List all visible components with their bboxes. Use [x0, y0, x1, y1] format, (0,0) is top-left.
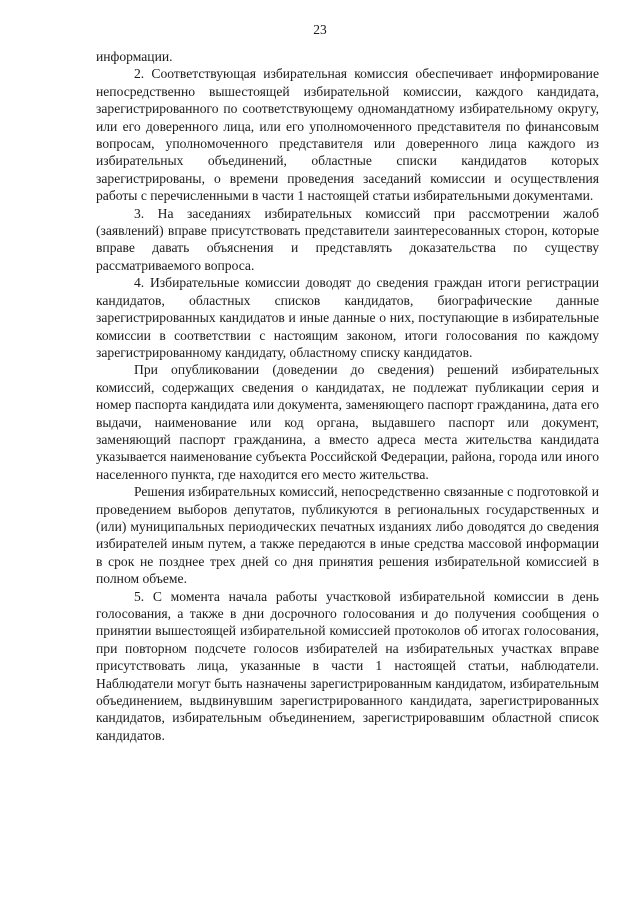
- paragraph-5: 5. С момента начала работы участковой избирательной комиссии в день голосования, а также в дни досрочного голосования и до получения сообщения о принятии вышестоящей избирательной комиссией протоколов об итогах голосования, при повторном подсчете голосов избирателей на избирательных участках вправе присутствовать лица, указанные в части 1 настоящей статьи, наблюдатели. Наблюдатели могут быть назначены зарегистрированным кандидатом, избирательным объединением, выдвинувшим зарегистрированного кандидата, зарегистрированных кандидатов, избирательным объединением, зарегистрировавшим областной список кандидатов.: [96, 588, 599, 743]
- paragraph-3: 3. На заседаниях избирательных комиссий при рассмотрении жалоб (заявлений) вправе присутствовать представители заинтересованных сторон, которые вправе давать объяснения и представлять доказательства по существу рассматриваемого вопроса.: [96, 205, 599, 273]
- paragraph-publication: При опубликовании (доведении до сведения) решений избирательных комиссий, содержащих сведения о кандидатах, не подлежат публикации серия и номер паспорта кандидата или документа, заменяющего паспорт гражданина, дата его выдачи, наименование или код органа, выдавшего паспорт или документ, заменяющий паспорт гражданина, а вместо адреса места жительства кандидата указывается наименование субъекта Российской Федерации, района, города или иного населенного пункта, где находится его место жительства.: [96, 362, 599, 482]
- document-body: [96, 48, 599, 744]
- paragraph-4: 4. Избирательные комиссии доводят до сведения граждан итоги регистрации кандидатов, областных списков кандидатов, биографические данные зарегистрированных кандидатов и иные данные о них, поступающие в избирательные комиссии в соответствии с настоящим законом, итоги голосования по каждому зарегистрированному кандидату, областному списку кандидатов.: [96, 275, 599, 360]
- paragraph-decisions: Решения избирательных комиссий, непосредственно связанные с подготовкой и проведением выборов депутатов, публикуются в региональных государственных и (или) муниципальных периодических печатных изданиях либо доводятся до сведения избирателей иным путем, а также передаются в иные средства массовой информации в срок не позднее трех дней со дня принятия решения избирательной комиссией в полном объеме.: [96, 484, 599, 587]
- paragraph-continuation: информации.: [96, 49, 173, 64]
- paragraph-2: 2. Соответствующая избирательная комиссия обеспечивает информирование непосредственно вышестоящей избирательной комиссии, каждого кандидата, зарегистрированного по соответствующему одномандатному избирательному округу, или его доверенного лица, или его уполномоченного представителя по финансовым вопросам, уполномоченного представителя или доверенного лица каждого из избирательных объединений, областные списки кандидатов которых зарегистрированы, о времени проведения заседаний комиссии и осуществления работы с перечисленными в части 1 настоящей статьи избирательными документами.: [96, 66, 599, 204]
- page-number: 23: [313, 22, 327, 37]
